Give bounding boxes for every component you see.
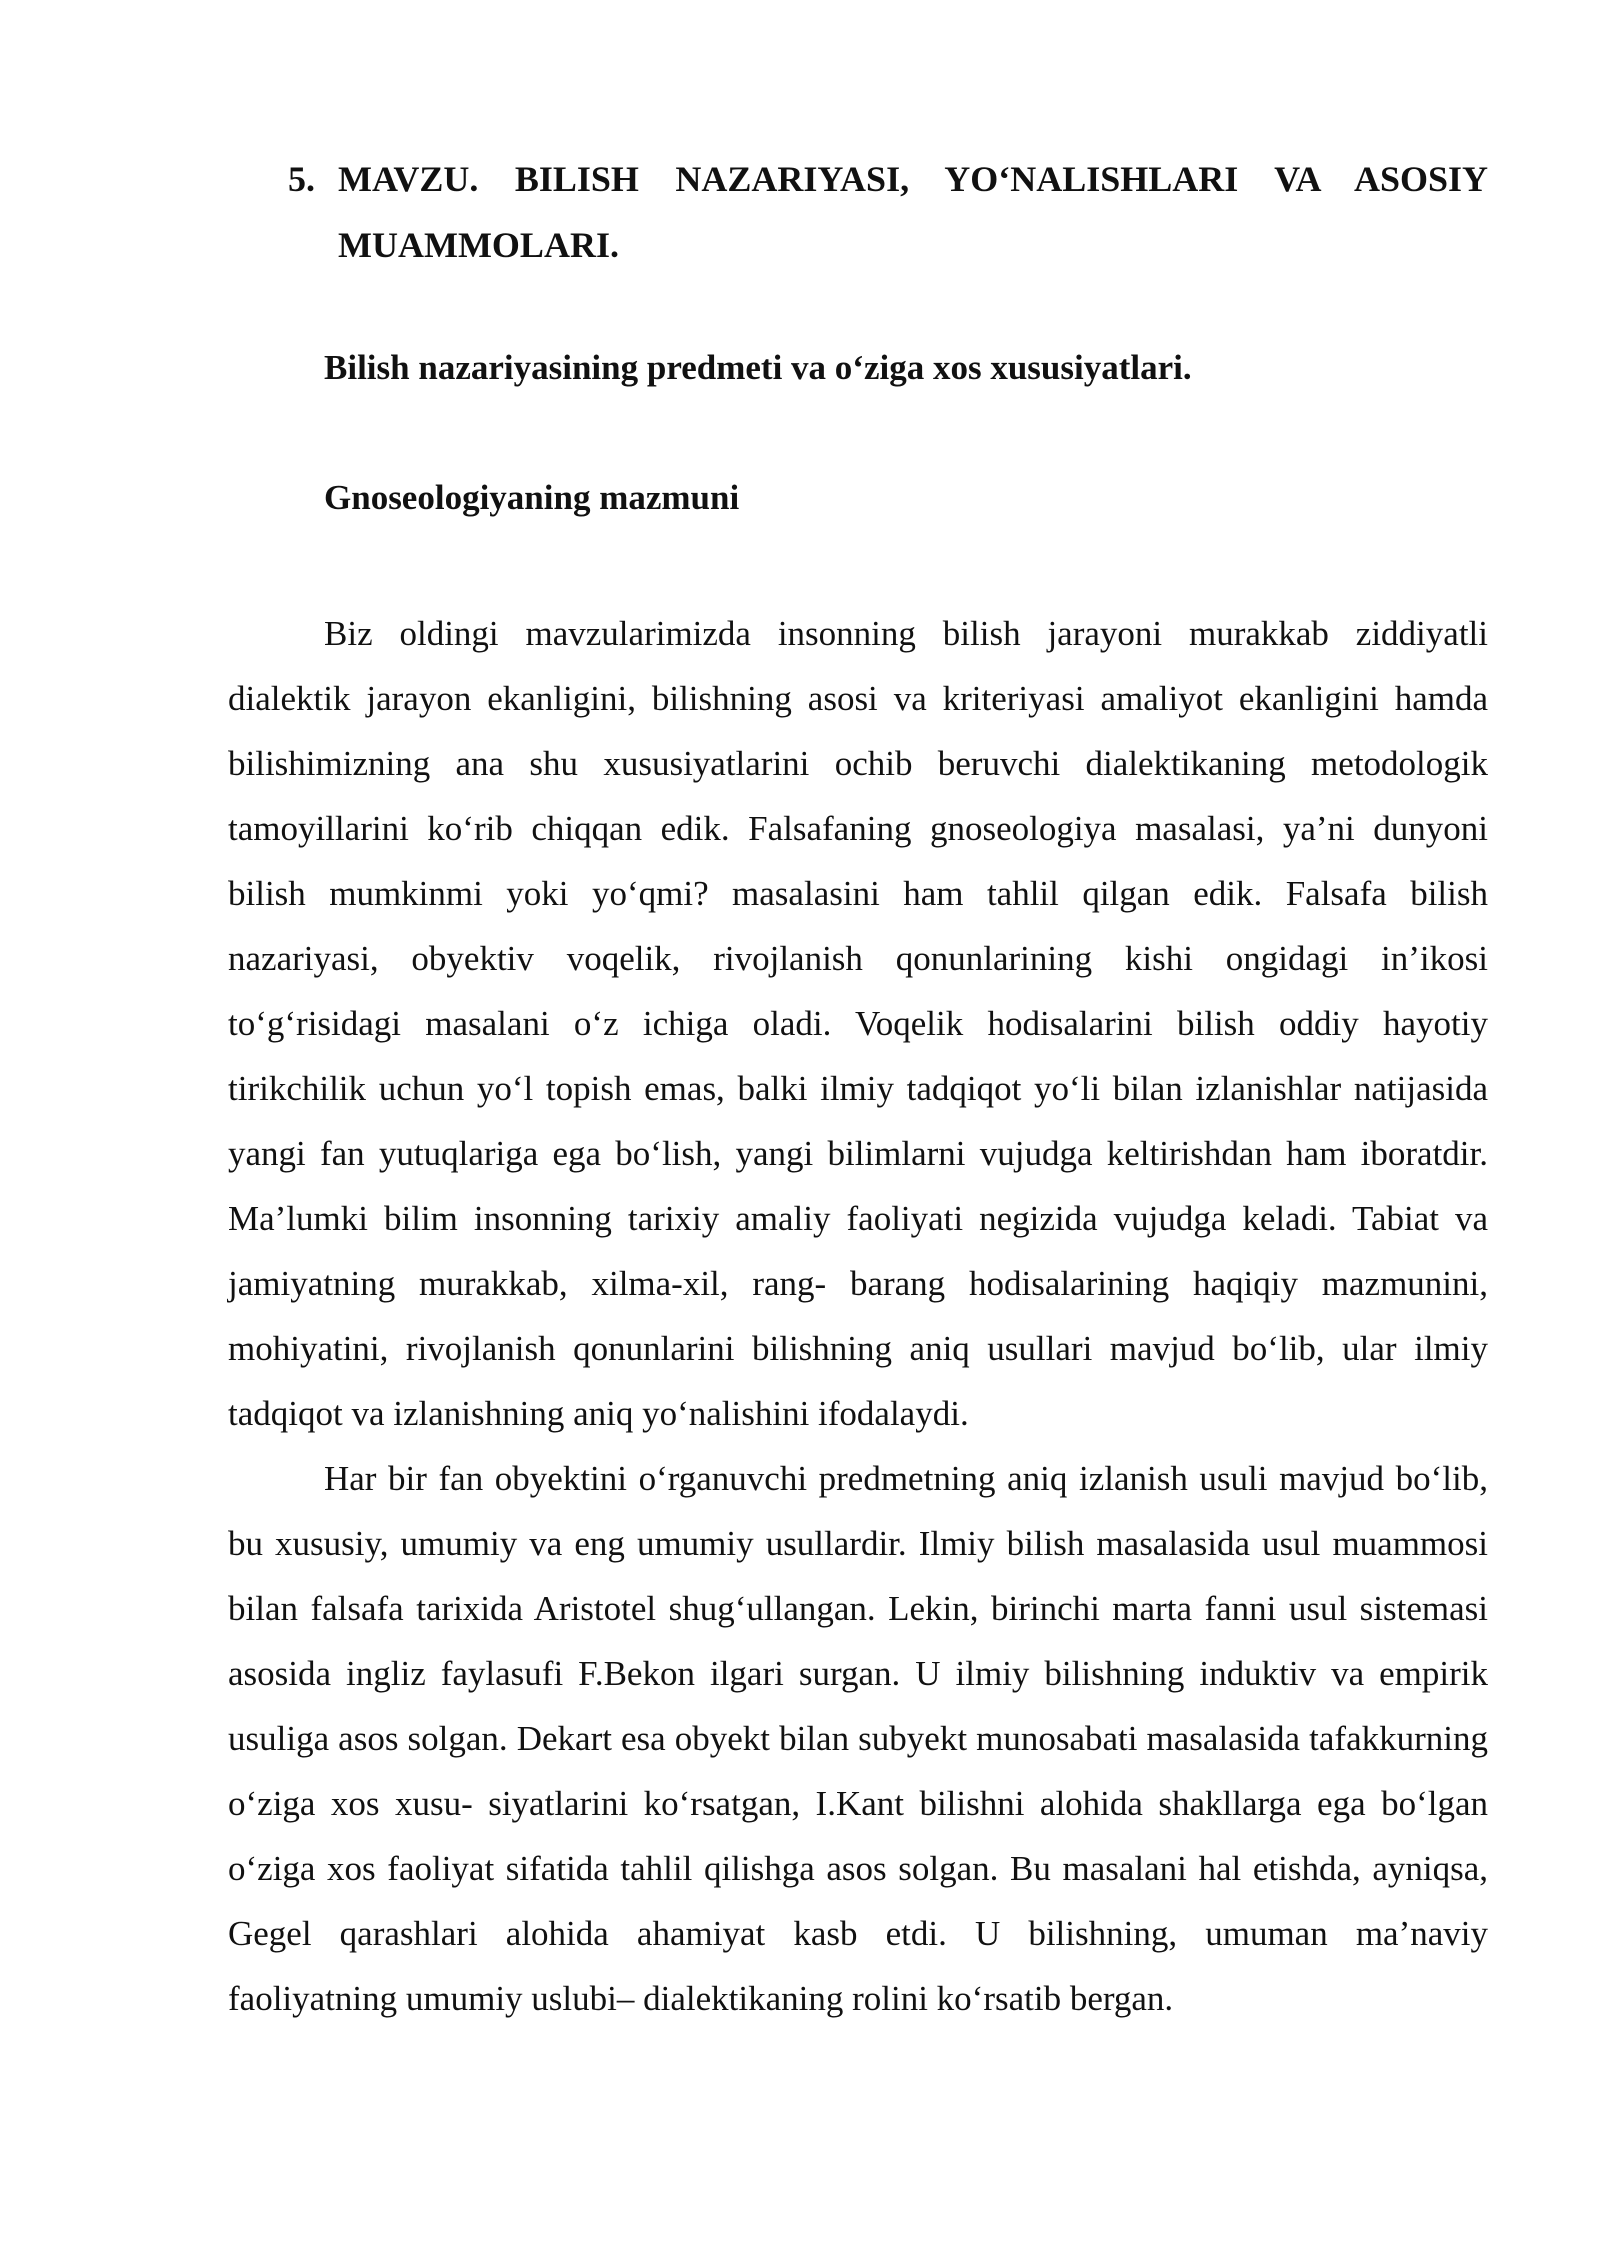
body-text bbox=[228, 601, 1488, 2031]
chapter-title-text: MAVZU. BILISH NAZARIYASI, YO‘NALISHLARI VA ASOSIY MUAMMOLARI. bbox=[338, 159, 1488, 265]
section-heading-content: Gnoseologiyaning mazmuni bbox=[324, 478, 740, 517]
paragraph: Biz oldingi mavzularimizda insonning bilish jarayoni murakkab ziddiyatli dialektik jarayon ekanligini, bilishning asosi va kriteriyasi amaliyot ekanligini hamda bilishimizning ana shu xususiyatlarini ochib beruvchi dialektikaning metodologik tamoyillarini ko‘rib chiqqan edik. Falsafaning gnoseologiya masalasi, ya’ni dunyoni bilish mumkinmi yoki yo‘qmi? masalasini ham tahlil qilgan edik. Falsafa bilish nazariyasi, obyektiv voqelik, rivojlanish qonunlarining kishi ongidagi in’ikosi to‘g‘risidagi masalani o‘z ichiga oladi. Voqelik hodisalarini bilish oddiy hayotiy tirikchilik uchun yo‘l topish emas, balki ilmiy tadqiqot yo‘li bilan izlanishlar natijasida yangi fan yutuqlariga ega bo‘lish, yangi bilimlarni vujudga keltirishdan ham iboratdir. Ma’lumki bilim insonning tarixiy amaliy faoliyati negizida vujudga keladi. Tabiat va jamiyatning murakkab, xilma-xil, rang- barang hodisalarining haqiqiy mazmunini, mohiyatini, rivojlanish qonunlarini bilishning aniq usullari mavjud bo‘lib, ular ilmiy tadqiqot va izlanishning aniq yo‘nalishini ifodalaydi. bbox=[228, 614, 1488, 1433]
section-heading-subject: Bilish nazariyasining predmeti va o‘ziga xos xususiyatlari. bbox=[324, 348, 1192, 387]
chapter-number: 5. bbox=[288, 159, 315, 199]
chapter-title bbox=[288, 146, 1488, 278]
paragraph: Har bir fan obyektini o‘rganuvchi predmetning aniq izlanish usuli mavjud bo‘lib, bu xususiy, umumiy va eng umumiy usullardir. Ilmiy bilish masalasida usul muammosi bilan falsafa tarixida Aristotel shug‘ullangan. Lekin, birinchi marta fanni usul sistemasi asosida ingliz faylasufi F.Bekon ilgari surgan. U ilmiy bilishning induktiv va empirik usuliga asos solgan. Dekart esa obyekt bilan subyekt munosabati masalasida tafakkurning o‘ziga xos xusu- siyatlarini ko‘rsatgan, I.Kant bilishni alohida shakllarga ega bo‘lgan o‘ziga xos faoliyat sifatida tahlil qilishga asos solgan. Bu masalani hal etishda, ayniqsa, Gegel qarashlari alohida ahamiyat kasb etdi. U bilishning, umuman ma’naviy faoliyatning umumiy uslubi– dialektikaning rolini ko‘rsatib bergan. bbox=[228, 1459, 1488, 2018]
